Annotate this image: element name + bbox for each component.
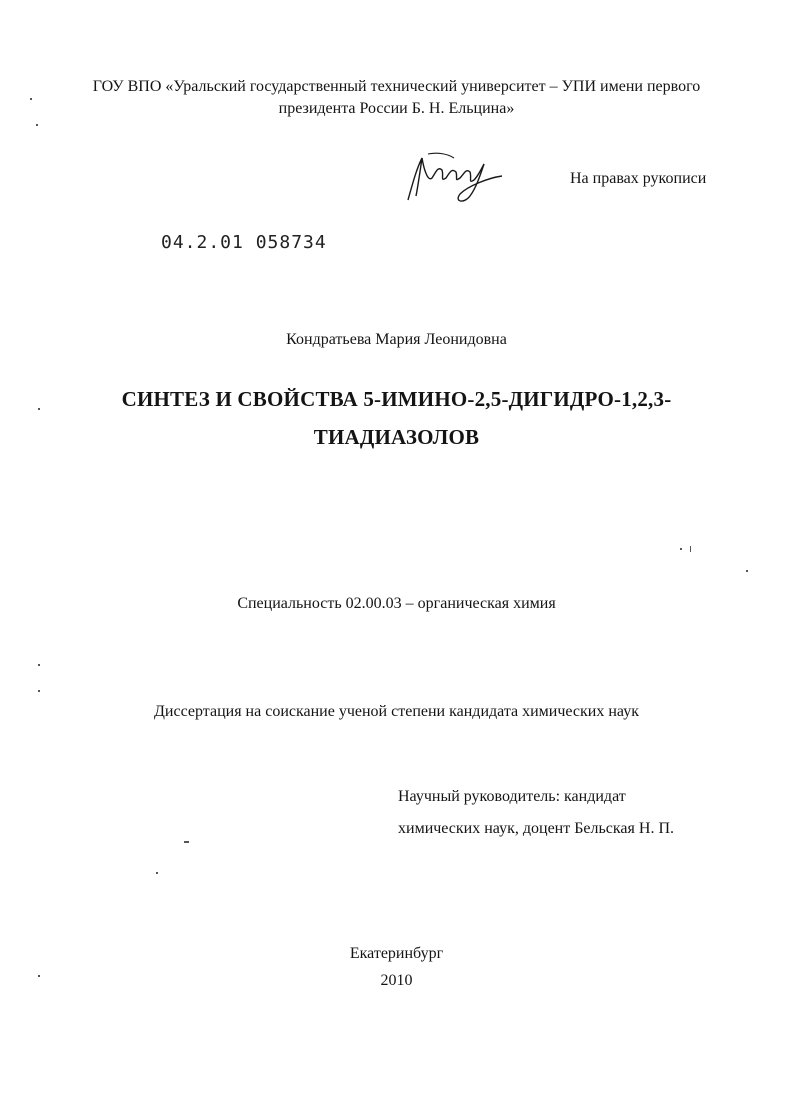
institution-line-1: ГОУ ВПО «Уральский государственный технический университет – УПИ имени первого [92, 78, 701, 95]
title-line-2: ТИАДИАЗОЛОВ [313, 425, 480, 449]
year: 2010 [380, 972, 413, 989]
supervisor [398, 781, 674, 845]
institution-header [0, 76, 793, 120]
signature-image [398, 148, 510, 208]
archive-stamp-number: 04.2.01 058734 [161, 232, 327, 253]
scan-speck [36, 124, 38, 126]
scan-speck [38, 690, 40, 692]
author-name: Кондратьева Мария Леонидовна [286, 331, 507, 348]
scan-speck [156, 872, 158, 874]
specialty: Специальность 02.00.03 – органическая химия [237, 595, 556, 612]
institution-line-2: президента России Б. Н. Ельцина» [278, 100, 515, 117]
scan-speck [38, 975, 40, 977]
supervisor-line-1: Научный руководитель: кандидат [398, 788, 626, 805]
scan-speck [680, 548, 682, 550]
scan-speck [38, 408, 40, 410]
scan-speck [30, 98, 32, 100]
scan-speck [184, 841, 189, 843]
dissertation-statement: Диссертация на соискание ученой степени кандидата химических наук [154, 703, 639, 720]
scan-speck [690, 546, 691, 552]
title-line-1: СИНТЕЗ И СВОЙСТВА 5-ИМИНО-2,5-ДИГИДРО-1,2,3- [121, 387, 672, 411]
dissertation-title [0, 380, 793, 456]
scan-speck [746, 570, 748, 572]
city: Екатеринбург [349, 945, 444, 962]
rights-note: На правах рукописи [570, 170, 707, 187]
supervisor-line-2: химических наук, доцент Бельская Н. П. [398, 820, 674, 837]
scan-speck [38, 664, 40, 666]
